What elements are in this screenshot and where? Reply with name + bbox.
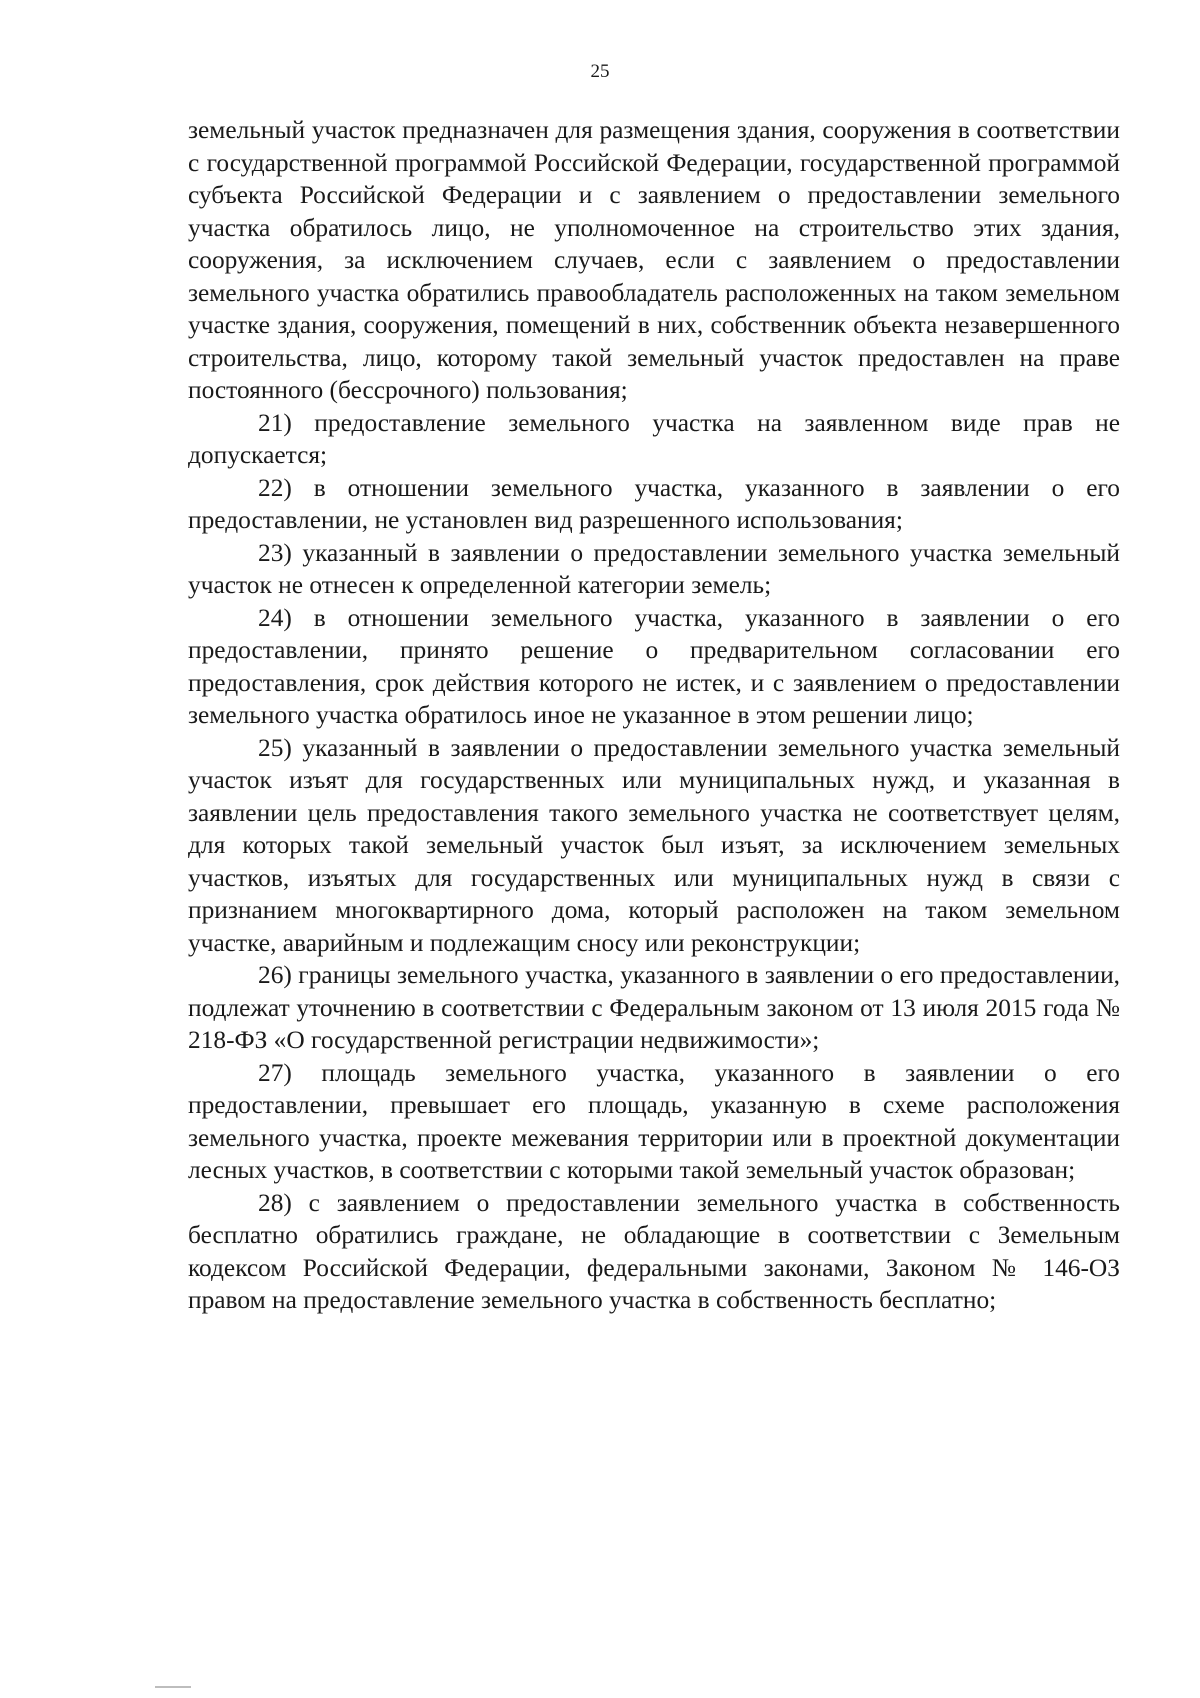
paragraph-item-28: 28) с заявлением о предоставлении земельного участка в собственность бесплатно обратились граждане, не обладающие в соответствии с Земельным кодексом Российской Федерации, федеральными законами, Законом № 146-ОЗ правом на предоставление земельного участка в собственность бесплатно; [188,1188,1120,1314]
paragraph-item-22: 22) в отношении земельного участка, указанного в заявлении о его предоставлении, не установлен вид разрешенного использования; [188,473,1120,534]
paragraph-continuation: земельный участок предназначен для размещения здания, сооружения в соответствии с государственной программой Российской Федерации, государственной программой субъекта Российской Федерации и с заявлением о предоставлении земельного участка обратилось лицо, не уполномоченное на строительство этих здания, сооружения, за исключением случаев, если с заявлением о предоставлении земельного участка обратились правообладатель расположенных на таком земельном участке здания, сооружения, помещений в них, собственник объекта незавершенного строительства, лицо, которому такой земельный участок предоставлен на праве постоянного (бессрочного) пользования; [188,116,1120,404]
paragraph-item-23: 23) указанный в заявлении о предоставлении земельного участка земельный участок не отнесен к определенной категории земель; [188,538,1120,599]
document-body [188,114,1120,1317]
paragraph-item-25: 25) указанный в заявлении о предоставлении земельного участка земельный участок изъят для государственных или муниципальных нужд, и указанная в заявлении цель предоставления такого земельного участка не соответствует целям, для которых такой земельный участок был изъят, за исключением земельных участков, изъятых для государственных или муниципальных нужд в связи с признанием многоквартирного дома, который расположен на таком земельном участке, аварийным и подлежащим сносу или реконструкции; [188,733,1120,957]
footer-divider [155,1686,191,1688]
paragraph-item-26: 26) границы земельного участка, указанного в заявлении о его предоставлении, подлежат уточнению в соответствии с Федеральным законом от 13 июля 2015 года № 218-ФЗ «О государственной регистрации недвижимости»; [188,961,1120,1054]
page-number: 25 [590,61,610,82]
paragraph-item-24: 24) в отношении земельного участка, указанного в заявлении о его предоставлении, принято решение о предварительном согласовании его предоставления, срок действия которого не истек, и с заявлением о предоставлении земельного участка обратилось иное не указанное в этом решении лицо; [188,603,1120,729]
paragraph-item-21: 21) предоставление земельного участка на заявленном виде прав не допускается; [188,408,1120,469]
paragraph-item-27: 27) площадь земельного участка, указанного в заявлении о его предоставлении, превышает его площадь, указанную в схеме расположения земельного участка, проекте межевания территории или в проектной документации лесных участков, в соответствии с которыми такой земельный участок образован; [188,1058,1120,1184]
